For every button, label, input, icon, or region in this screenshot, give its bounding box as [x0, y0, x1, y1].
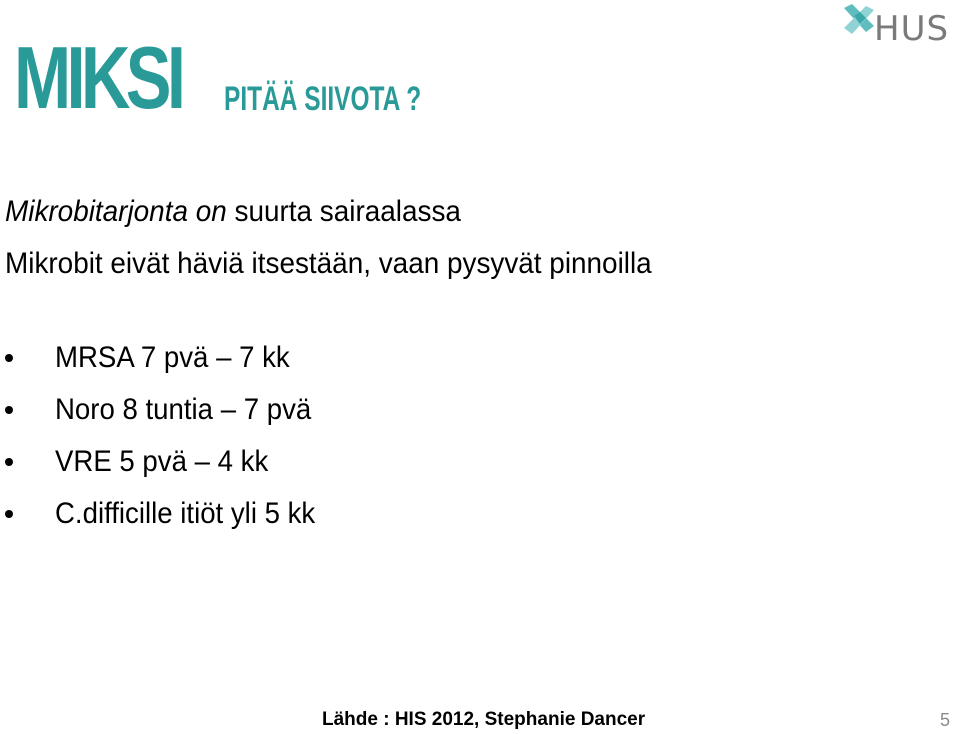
intro-line-1-italic: Mikrobitarjonta on	[5, 195, 227, 228]
hus-logo	[840, 2, 956, 50]
bullet-text: VRE 5 pvä – 4 kk	[55, 445, 269, 478]
intro-line-2	[5, 238, 652, 290]
source-citation: Lähde : HIS 2012, Stephanie Dancer	[322, 709, 646, 730]
title-main: MIKSI	[14, 28, 182, 127]
bullet-dot-icon	[5, 510, 13, 518]
bullet-dot-icon	[5, 406, 13, 414]
bullet-text: Noro 8 tuntia – 7 pvä	[55, 393, 312, 426]
intro-text	[5, 186, 652, 290]
bullet-dot-icon	[5, 458, 13, 466]
title-subtitle: PITÄÄ SIIVOTA ?	[224, 80, 422, 118]
intro-line-1-regular: suurta sairaalassa	[226, 195, 461, 228]
page-number: 5	[939, 710, 950, 730]
bullet-text: C.difficille itiöt yli 5 kk	[55, 497, 316, 530]
intro-line-2-regular: Mikrobit eivät häviä itsestään, vaan pysyvät pinnoilla	[5, 247, 652, 280]
logo-text: HUS	[874, 9, 950, 49]
bullet-text: MRSA 7 pvä – 7 kk	[55, 341, 290, 374]
bullet-dot-icon	[5, 354, 13, 362]
slide-title	[14, 28, 498, 127]
intro-line-1	[5, 186, 652, 238]
